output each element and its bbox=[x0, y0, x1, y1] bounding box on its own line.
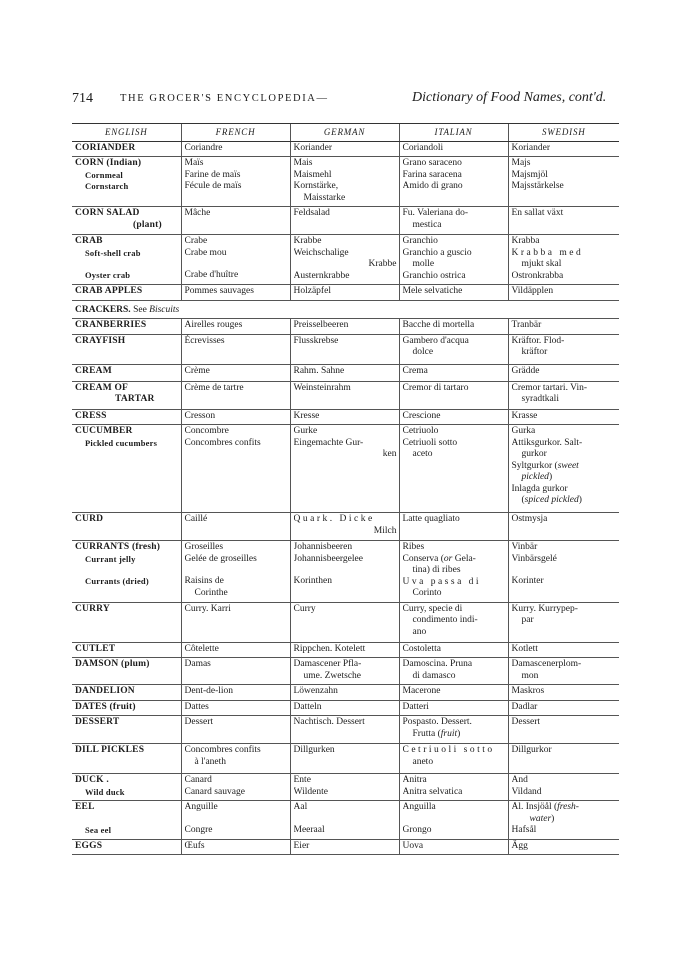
swedish-term: Ål. Insjöål (fresh- water) Hafsål bbox=[508, 801, 619, 840]
swedish-term: Damascenerplom- mon bbox=[508, 658, 619, 685]
swedish-term: Majs Majsmjöl Majsstärkelse bbox=[508, 157, 619, 207]
swedish-term: Ostmysja bbox=[508, 513, 619, 541]
german-term: Löwenzahn bbox=[290, 685, 399, 701]
table-row bbox=[72, 425, 619, 513]
italian-term: Ribes Conserva (or Gela- tina) di ribes Uva passa di Corinto bbox=[399, 541, 508, 603]
english-term: CORIANDER bbox=[72, 141, 181, 157]
german-term: Preisselbeeren bbox=[290, 319, 399, 335]
english-term: CRACKERS. bbox=[75, 304, 131, 315]
swedish-term: Vinbär Vinbärsgelé Korinter bbox=[508, 541, 619, 603]
italian-term: Crescione bbox=[399, 409, 508, 425]
table-row bbox=[72, 658, 619, 685]
swedish-term: Kotlett bbox=[508, 642, 619, 658]
german-term: Feldsalad bbox=[290, 207, 399, 235]
table-row bbox=[72, 685, 619, 701]
german-term: Flusskrebse bbox=[290, 334, 399, 364]
food-names-table bbox=[72, 123, 619, 855]
italian-term: Grano saraceno Farina saracena Amido di grano bbox=[399, 157, 508, 207]
table-row bbox=[72, 513, 619, 541]
column-header-french: FRENCH bbox=[181, 124, 290, 142]
table-row bbox=[72, 409, 619, 425]
see-label: See bbox=[133, 304, 147, 315]
table-row bbox=[72, 157, 619, 207]
german-term: Rahm. Sahne bbox=[290, 364, 399, 381]
table-row bbox=[72, 207, 619, 235]
german-term: Koriander bbox=[290, 141, 399, 157]
table-row bbox=[72, 235, 619, 285]
italian-term: Pospasto. Dessert. Frutta (fruit) bbox=[399, 716, 508, 744]
english-term: CURRY bbox=[72, 602, 181, 642]
swedish-term: Vildäpplen bbox=[508, 285, 619, 301]
german-term: Krabbe Weichschalige Krabbe Austernkrabbe bbox=[290, 235, 399, 285]
italian-term: Bacche di mortella bbox=[399, 319, 508, 335]
french-term: Crème de tartre bbox=[181, 381, 290, 409]
german-term: Nachtisch. Dessert bbox=[290, 716, 399, 744]
french-term: Concombres confits à l'aneth bbox=[181, 744, 290, 774]
english-term: DUCK . Wild duck bbox=[72, 774, 181, 801]
english-term: DILL PICKLES bbox=[72, 744, 181, 774]
german-term: Kresse bbox=[290, 409, 399, 425]
column-header-english: ENGLISH bbox=[72, 124, 181, 142]
french-term: Coriandre bbox=[181, 141, 290, 157]
table-row bbox=[72, 700, 619, 716]
swedish-term: Tranbär bbox=[508, 319, 619, 335]
german-term: Aal Meeraal bbox=[290, 801, 399, 840]
english-term: CUTLET bbox=[72, 642, 181, 658]
french-term: Cresson bbox=[181, 409, 290, 425]
table-row bbox=[72, 839, 619, 855]
cross-reference-entry bbox=[72, 300, 619, 319]
column-header-german: GERMAN bbox=[290, 124, 399, 142]
table-row bbox=[72, 744, 619, 774]
german-term: Johannisbeeren Johannisbeergelee Korinthen bbox=[290, 541, 399, 603]
german-term: Curry bbox=[290, 602, 399, 642]
swedish-term: Kräftor. Flod- kräftor bbox=[508, 334, 619, 364]
english-term: CREAM bbox=[72, 364, 181, 381]
english-term: EGGS bbox=[72, 839, 181, 855]
swedish-term: Gurka Ättiksgurkor. Salt- gurkor Syltgurkor (sweet pickled) Inlagda gurkor (spiced pickled) bbox=[508, 425, 619, 513]
french-term: Groseilles Gelée de groseilles Raisins de Corinthe bbox=[181, 541, 290, 603]
german-term: Dillgurken bbox=[290, 744, 399, 774]
swedish-term: Dessert bbox=[508, 716, 619, 744]
french-term: Crème bbox=[181, 364, 290, 381]
table-row bbox=[72, 541, 619, 603]
table-row bbox=[72, 319, 619, 335]
page-subtitle: Dictionary of Food Names, cont'd. bbox=[412, 90, 607, 105]
english-term: CUCUMBER Pickled cucumbers bbox=[72, 425, 181, 513]
english-term: CURD bbox=[72, 513, 181, 541]
swedish-term: Dadlar bbox=[508, 700, 619, 716]
french-term: Airelles rouges bbox=[181, 319, 290, 335]
french-term: Pommes sauvages bbox=[181, 285, 290, 301]
german-term: Gurke Eingemachte Gur- ken bbox=[290, 425, 399, 513]
english-term: CRAB Soft-shell crab Oyster crab bbox=[72, 235, 181, 285]
english-term: DATES (fruit) bbox=[72, 700, 181, 716]
english-term: CREAM OF TARTAR bbox=[72, 381, 181, 409]
italian-term: Cremor di tartaro bbox=[399, 381, 508, 409]
english-term: CORN SALAD (plant) bbox=[72, 207, 181, 235]
english-term: CRANBERRIES bbox=[72, 319, 181, 335]
italian-term: Gambero d'acqua dolce bbox=[399, 334, 508, 364]
italian-term: Anitra Anitra selvatica bbox=[399, 774, 508, 801]
english-term: CORN (Indian) Cornmeal Cornstarch bbox=[72, 157, 181, 207]
table-row bbox=[72, 774, 619, 801]
table-row bbox=[72, 801, 619, 840]
italian-term: Coriandoli bbox=[399, 141, 508, 157]
german-term: Weinsteinrahm bbox=[290, 381, 399, 409]
italian-term: Macerone bbox=[399, 685, 508, 701]
swedish-term: Maskros bbox=[508, 685, 619, 701]
english-term: DANDELION bbox=[72, 685, 181, 701]
italian-term: Crema bbox=[399, 364, 508, 381]
english-term: CRAYFISH bbox=[72, 334, 181, 364]
german-term: Mais Maismehl Kornstärke, Maisstarke bbox=[290, 157, 399, 207]
german-term: Damascener Pfla- ume. Zwetsche bbox=[290, 658, 399, 685]
table-row bbox=[72, 364, 619, 381]
italian-term: Uova bbox=[399, 839, 508, 855]
italian-term: Granchio Granchio a guscio molle Granchio ostrica bbox=[399, 235, 508, 285]
table-row bbox=[72, 141, 619, 157]
german-term: Holzäpfel bbox=[290, 285, 399, 301]
french-term: Dent-de-lion bbox=[181, 685, 290, 701]
german-term: Eier bbox=[290, 839, 399, 855]
table-row bbox=[72, 334, 619, 364]
german-term: Quark. Dicke Milch bbox=[290, 513, 399, 541]
french-term: Côtelette bbox=[181, 642, 290, 658]
italian-term: Cetriuoli sotto aneto bbox=[399, 744, 508, 774]
french-term: Caillé bbox=[181, 513, 290, 541]
swedish-term: Kurry. Kurrypep- par bbox=[508, 602, 619, 642]
german-term: Datteln bbox=[290, 700, 399, 716]
swedish-term: And Vildand bbox=[508, 774, 619, 801]
table-row bbox=[72, 642, 619, 658]
swedish-term: Krabba Krabba med mjukt skal Ostronkrabba bbox=[508, 235, 619, 285]
english-term: DESSERT bbox=[72, 716, 181, 744]
french-term: Œufs bbox=[181, 839, 290, 855]
page-number: 714 bbox=[72, 91, 93, 106]
italian-term: Anguilla Grongo bbox=[399, 801, 508, 840]
swedish-term: Ägg bbox=[508, 839, 619, 855]
swedish-term: Koriander bbox=[508, 141, 619, 157]
french-term: Mâche bbox=[181, 207, 290, 235]
english-term: EEL Sea eel bbox=[72, 801, 181, 840]
french-term: Canard Canard sauvage bbox=[181, 774, 290, 801]
running-title: THE GROCER'S ENCYCLOPEDIA— bbox=[120, 93, 329, 104]
column-header-row bbox=[72, 124, 619, 142]
swedish-term: Krasse bbox=[508, 409, 619, 425]
table-row bbox=[72, 602, 619, 642]
german-term: Rippchen. Kotelett bbox=[290, 642, 399, 658]
table-row bbox=[72, 285, 619, 301]
italian-term: Damoscina. Pruna di damasco bbox=[399, 658, 508, 685]
table-row bbox=[72, 716, 619, 744]
english-term: CRESS bbox=[72, 409, 181, 425]
french-term: Écrevisses bbox=[181, 334, 290, 364]
french-term: Curry. Karri bbox=[181, 602, 290, 642]
swedish-term: Grädde bbox=[508, 364, 619, 381]
italian-term: Mele selvatiche bbox=[399, 285, 508, 301]
italian-term: Datteri bbox=[399, 700, 508, 716]
italian-term: Latte quagliato bbox=[399, 513, 508, 541]
french-term: Crabe Crabe mou Crabe d'huître bbox=[181, 235, 290, 285]
italian-term: Curry, specie di condimento indi- ano bbox=[399, 602, 508, 642]
italian-term: Fu. Valeriana do- mestica bbox=[399, 207, 508, 235]
french-term: Damas bbox=[181, 658, 290, 685]
swedish-term: Dillgurkor bbox=[508, 744, 619, 774]
italian-term: Cetriuolo Cetriuoli sotto aceto bbox=[399, 425, 508, 513]
table-row bbox=[72, 300, 619, 319]
table-row bbox=[72, 381, 619, 409]
swedish-term: Cremor tartari. Vin- syradtkali bbox=[508, 381, 619, 409]
french-term: Anguille Congre bbox=[181, 801, 290, 840]
german-term: Ente Wildente bbox=[290, 774, 399, 801]
french-term: Dattes bbox=[181, 700, 290, 716]
french-term: Dessert bbox=[181, 716, 290, 744]
french-term: Maïs Farine de maïs Fécule de maïs bbox=[181, 157, 290, 207]
cross-reference-link[interactable]: Biscuits bbox=[149, 304, 180, 315]
italian-term: Costoletta bbox=[399, 642, 508, 658]
french-term: Concombre Concombres confits bbox=[181, 425, 290, 513]
column-header-swedish: SWEDISH bbox=[508, 124, 619, 142]
english-term: CRAB APPLES bbox=[72, 285, 181, 301]
english-term: CURRANTS (fresh) Currant jelly Currants (dried) bbox=[72, 541, 181, 603]
english-term: DAMSON (plum) bbox=[72, 658, 181, 685]
swedish-term: En sallat växt bbox=[508, 207, 619, 235]
page-header bbox=[72, 91, 632, 111]
column-header-italian: ITALIAN bbox=[399, 124, 508, 142]
